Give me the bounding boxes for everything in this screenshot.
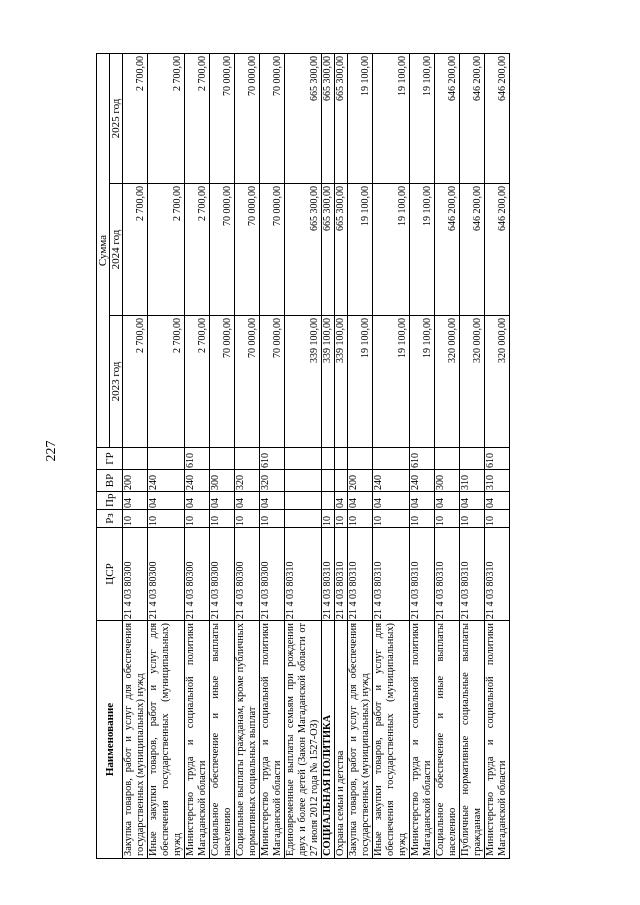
cell-pr [285,492,322,510]
cell-v2025: 665 300,00 [335,53,348,183]
cell-v2024: 70 000,00 [260,184,285,316]
table-row [348,53,373,858]
header-rz: Рз [97,510,123,528]
cell-v2023: 320 000,00 [435,316,460,448]
cell-pr: 04 [435,492,460,510]
cell-pr [322,492,335,510]
cell-name: Закупка товаров, работ и услуг для обеспечения государственных (муниципальных) нужд [348,621,373,859]
cell-v2025: 665 300,00 [285,53,322,183]
cell-vr: 300 [435,470,460,492]
table-row [373,53,410,858]
cell-gr [235,448,260,470]
cell-name: Охрана семьи и детства [335,621,348,859]
cell-v2024: 2 700,00 [123,184,148,316]
cell-v2024: 665 300,00 [335,184,348,316]
cell-csr: 21 4 03 80310 [435,528,460,621]
cell-name: Иные закупки товаров, работ и услуг для обеспечения государственных (муниципальных) нужд [373,621,410,859]
header-sum: Сумма [97,53,110,447]
cell-rz: 10 [485,510,510,528]
cell-csr: 21 4 03 80300 [260,528,285,621]
cell-gr [285,448,322,470]
cell-gr [348,448,373,470]
cell-pr: 04 [460,492,485,510]
cell-gr: 610 [185,448,210,470]
cell-vr: 240 [148,470,185,492]
cell-name: Министерство труда и социальной политики Магаданской области [485,621,510,859]
cell-vr: 240 [410,470,435,492]
cell-v2024: 70 000,00 [235,184,260,316]
cell-v2025: 19 100,00 [410,53,435,183]
cell-vr: 300 [210,470,235,492]
cell-v2023: 2 700,00 [185,316,210,448]
cell-csr: 21 4 03 80310 [410,528,435,621]
cell-rz: 10 [148,510,185,528]
cell-pr: 04 [485,492,510,510]
cell-gr [460,448,485,470]
cell-csr: 21 4 03 80300 [185,528,210,621]
cell-gr: 610 [485,448,510,470]
cell-csr: 21 4 03 80310 [322,528,335,621]
cell-gr [210,448,235,470]
table-row [210,53,235,858]
cell-vr: 320 [235,470,260,492]
cell-v2024: 2 700,00 [148,184,185,316]
cell-name: Социальное обеспечение и иные выплаты населению [210,621,235,859]
cell-gr: 610 [410,448,435,470]
table-row [485,53,510,858]
table-row [123,53,148,858]
cell-v2023: 339 100,00 [335,316,348,448]
cell-name: Социальные выплаты гражданам, кроме публичных нормативных социальных выплат [235,621,260,859]
cell-rz: 10 [185,510,210,528]
cell-v2024: 646 200,00 [460,184,485,316]
cell-v2025: 19 100,00 [348,53,373,183]
cell-csr: 21 4 03 80310 [285,528,322,621]
table-row [410,53,435,858]
cell-v2023: 2 700,00 [123,316,148,448]
header-name: Наименование [97,621,123,859]
header-csr: ЦСР [97,528,123,621]
cell-rz: 10 [410,510,435,528]
cell-v2024: 665 300,00 [285,184,322,316]
cell-pr: 04 [148,492,185,510]
cell-v2023: 2 700,00 [148,316,185,448]
cell-v2025: 665 300,00 [322,53,335,183]
cell-rz: 10 [123,510,148,528]
cell-rz: 10 [235,510,260,528]
cell-v2025: 2 700,00 [148,53,185,183]
cell-vr [322,470,335,492]
cell-name: Министерство труда и социальной политики Магаданской области [410,621,435,859]
cell-pr: 04 [260,492,285,510]
cell-csr: 21 4 03 80310 [373,528,410,621]
cell-pr: 04 [373,492,410,510]
cell-csr: 21 4 03 80300 [148,528,185,621]
cell-csr: 21 4 03 80310 [485,528,510,621]
cell-rz: 10 [460,510,485,528]
cell-gr [123,448,148,470]
cell-vr: 200 [123,470,148,492]
cell-v2023: 19 100,00 [410,316,435,448]
cell-vr: 310 [485,470,510,492]
cell-vr: 310 [460,470,485,492]
cell-csr: 21 4 03 80300 [210,528,235,621]
header-year-2024: 2024 год [110,184,123,316]
cell-v2024: 646 200,00 [435,184,460,316]
cell-v2023: 320 000,00 [485,316,510,448]
cell-pr: 04 [348,492,373,510]
cell-csr: 21 4 03 80310 [348,528,373,621]
cell-v2024: 646 200,00 [485,184,510,316]
cell-v2023: 320 000,00 [460,316,485,448]
cell-v2024: 19 100,00 [373,184,410,316]
cell-gr [373,448,410,470]
cell-v2024: 19 100,00 [410,184,435,316]
cell-name: Единовременные выплаты семьям при рождении двух и более детей (Закон Магаданской области от 27 июля 2012 года № 1527-ОЗ) [285,621,322,859]
table-row [285,53,322,858]
table-row [260,53,285,858]
cell-rz: 10 [335,510,348,528]
table-row [235,53,260,858]
cell-name: Публичные нормативные социальные выплаты гражданам [460,621,485,859]
cell-v2024: 70 000,00 [210,184,235,316]
cell-pr: 04 [410,492,435,510]
header-pr: Пр [97,492,123,510]
cell-v2025: 19 100,00 [373,53,410,183]
cell-v2023: 70 000,00 [210,316,235,448]
cell-v2024: 2 700,00 [185,184,210,316]
cell-gr [435,448,460,470]
cell-vr [335,470,348,492]
header-year-2023: 2023 год [110,316,123,448]
cell-v2023: 339 100,00 [285,316,322,448]
cell-vr: 240 [185,470,210,492]
cell-gr [335,448,348,470]
cell-vr [285,470,322,492]
cell-v2025: 70 000,00 [260,53,285,183]
cell-v2025: 646 200,00 [460,53,485,183]
cell-vr: 320 [260,470,285,492]
cell-v2024: 665 300,00 [322,184,335,316]
cell-v2025: 2 700,00 [185,53,210,183]
cell-name: Министерство труда и социальной политики Магаданской области [260,621,285,859]
cell-rz: 10 [260,510,285,528]
cell-v2023: 70 000,00 [260,316,285,448]
table-row [460,53,485,858]
table-header [97,53,123,858]
cell-csr: 21 4 03 80300 [123,528,148,621]
cell-gr [322,448,335,470]
cell-v2023: 19 100,00 [373,316,410,448]
cell-v2025: 646 200,00 [485,53,510,183]
cell-v2024: 19 100,00 [348,184,373,316]
cell-name: Министерство труда и социальной политики Магаданской области [185,621,210,859]
cell-pr: 04 [185,492,210,510]
cell-v2023: 70 000,00 [235,316,260,448]
cell-pr: 04 [235,492,260,510]
cell-pr: 04 [335,492,348,510]
cell-gr: 610 [260,448,285,470]
table-row [185,53,210,858]
cell-name: Социальное обеспечение и иные выплаты населению [435,621,460,859]
header-gr: ГР [97,448,123,470]
header-vr: ВР [97,470,123,492]
cell-csr: 21 4 03 80310 [460,528,485,621]
cell-csr: 21 4 03 80300 [235,528,260,621]
cell-v2025: 2 700,00 [123,53,148,183]
cell-rz: 10 [348,510,373,528]
cell-csr: 21 4 03 80310 [335,528,348,621]
cell-name: Закупка товаров, работ и услуг для обеспечения государственных (муниципальных) нужд [123,621,148,859]
cell-rz: 10 [210,510,235,528]
cell-v2023: 339 100,00 [322,316,335,448]
cell-name: СОЦИАЛЬНАЯ ПОЛИТИКА [322,621,335,859]
budget-table [96,53,510,859]
cell-vr: 200 [348,470,373,492]
rotated-table-container [96,54,510,859]
cell-name: Иные закупки товаров, работ и услуг для обеспечения государственных (муниципальных) нужд [148,621,185,859]
table-row [335,53,348,858]
cell-rz: 10 [373,510,410,528]
cell-pr: 04 [210,492,235,510]
cell-rz [285,510,322,528]
cell-v2025: 646 200,00 [435,53,460,183]
cell-vr: 240 [373,470,410,492]
table-row [435,53,460,858]
table-row [148,53,185,858]
cell-v2023: 19 100,00 [348,316,373,448]
table-row [322,53,335,858]
cell-v2025: 70 000,00 [210,53,235,183]
page-number: 227 [44,440,59,462]
cell-pr: 04 [123,492,148,510]
cell-v2025: 70 000,00 [235,53,260,183]
header-year-2025: 2025 год [110,53,123,183]
cell-gr [148,448,185,470]
cell-rz: 10 [435,510,460,528]
cell-rz: 10 [322,510,335,528]
table-body [123,53,510,858]
